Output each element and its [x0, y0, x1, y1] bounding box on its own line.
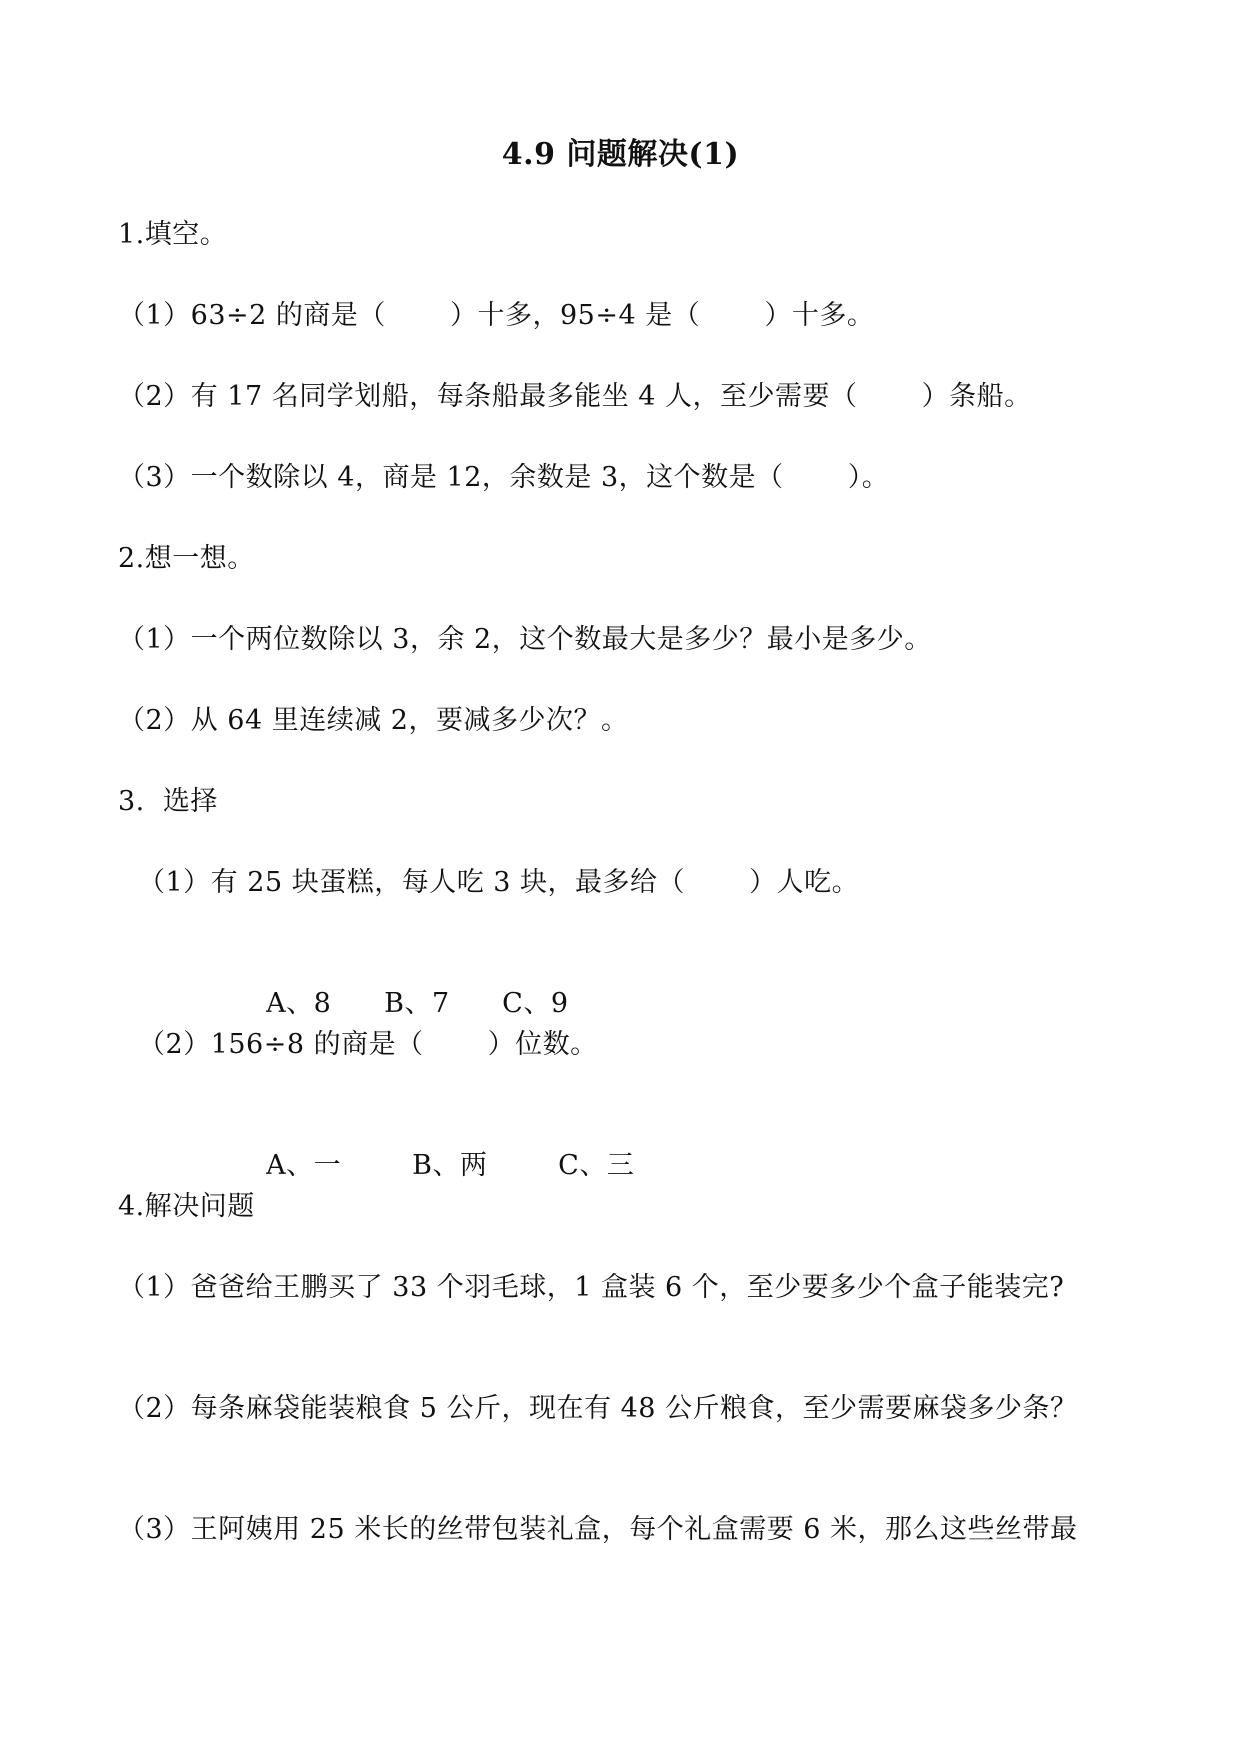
choice-question: （1）有 25 块蛋糕，每人吃 3 块，最多给（ ）人吃。	[138, 867, 860, 898]
question-item: （1）63÷2 的商是（ ）十多，95÷4 是（ ）十多。	[118, 300, 875, 331]
word-problem: （2）每条麻袋能装粮食 5 公斤，现在有 48 公斤粮食，至少需要麻袋多少条？	[118, 1393, 1078, 1424]
section-heading-think: 2.想一想。	[118, 543, 255, 574]
page-title: 4.9 问题解决(1)	[501, 137, 740, 172]
question-item: （3）一个数除以 4，商是 12，余数是 3，这个数是（ ）。	[118, 462, 890, 493]
option-b: B、两	[412, 1150, 488, 1181]
section-heading-fill-blank: 1.填空。	[118, 219, 228, 250]
option-a: A、一	[266, 1150, 342, 1181]
option-c: C、三	[558, 1150, 635, 1181]
question-item: （2）有 17 名同学划船，每条船最多能坐 4 人，至少需要（ ）条船。	[118, 381, 1032, 412]
question-item: （1）一个两位数除以 3，余 2，这个数最大是多少？最小是多少。	[118, 624, 932, 655]
section-heading-choice: 3. 选择	[118, 786, 218, 817]
word-problem: （1）爸爸给王鹏买了 33 个羽毛球，1 盒装 6 个，至少要多少个盒子能装完?	[118, 1272, 1065, 1303]
choice-options	[248, 1106, 634, 1186]
option-c: C、9	[502, 988, 569, 1019]
choice-question: （2）156÷8 的商是（ ）位数。	[138, 1029, 598, 1060]
question-item: （2）从 64 里连续减 2，要减多少次？。	[118, 705, 629, 736]
section-heading-solve: 4.解决问题	[118, 1191, 255, 1222]
option-a: A、8	[266, 988, 332, 1019]
word-problem: （3）王阿姨用 25 米长的丝带包装礼盒，每个礼盒需要 6 米，那么这些丝带最	[118, 1514, 1078, 1545]
option-b: B、7	[384, 988, 450, 1019]
choice-options	[248, 944, 569, 1024]
